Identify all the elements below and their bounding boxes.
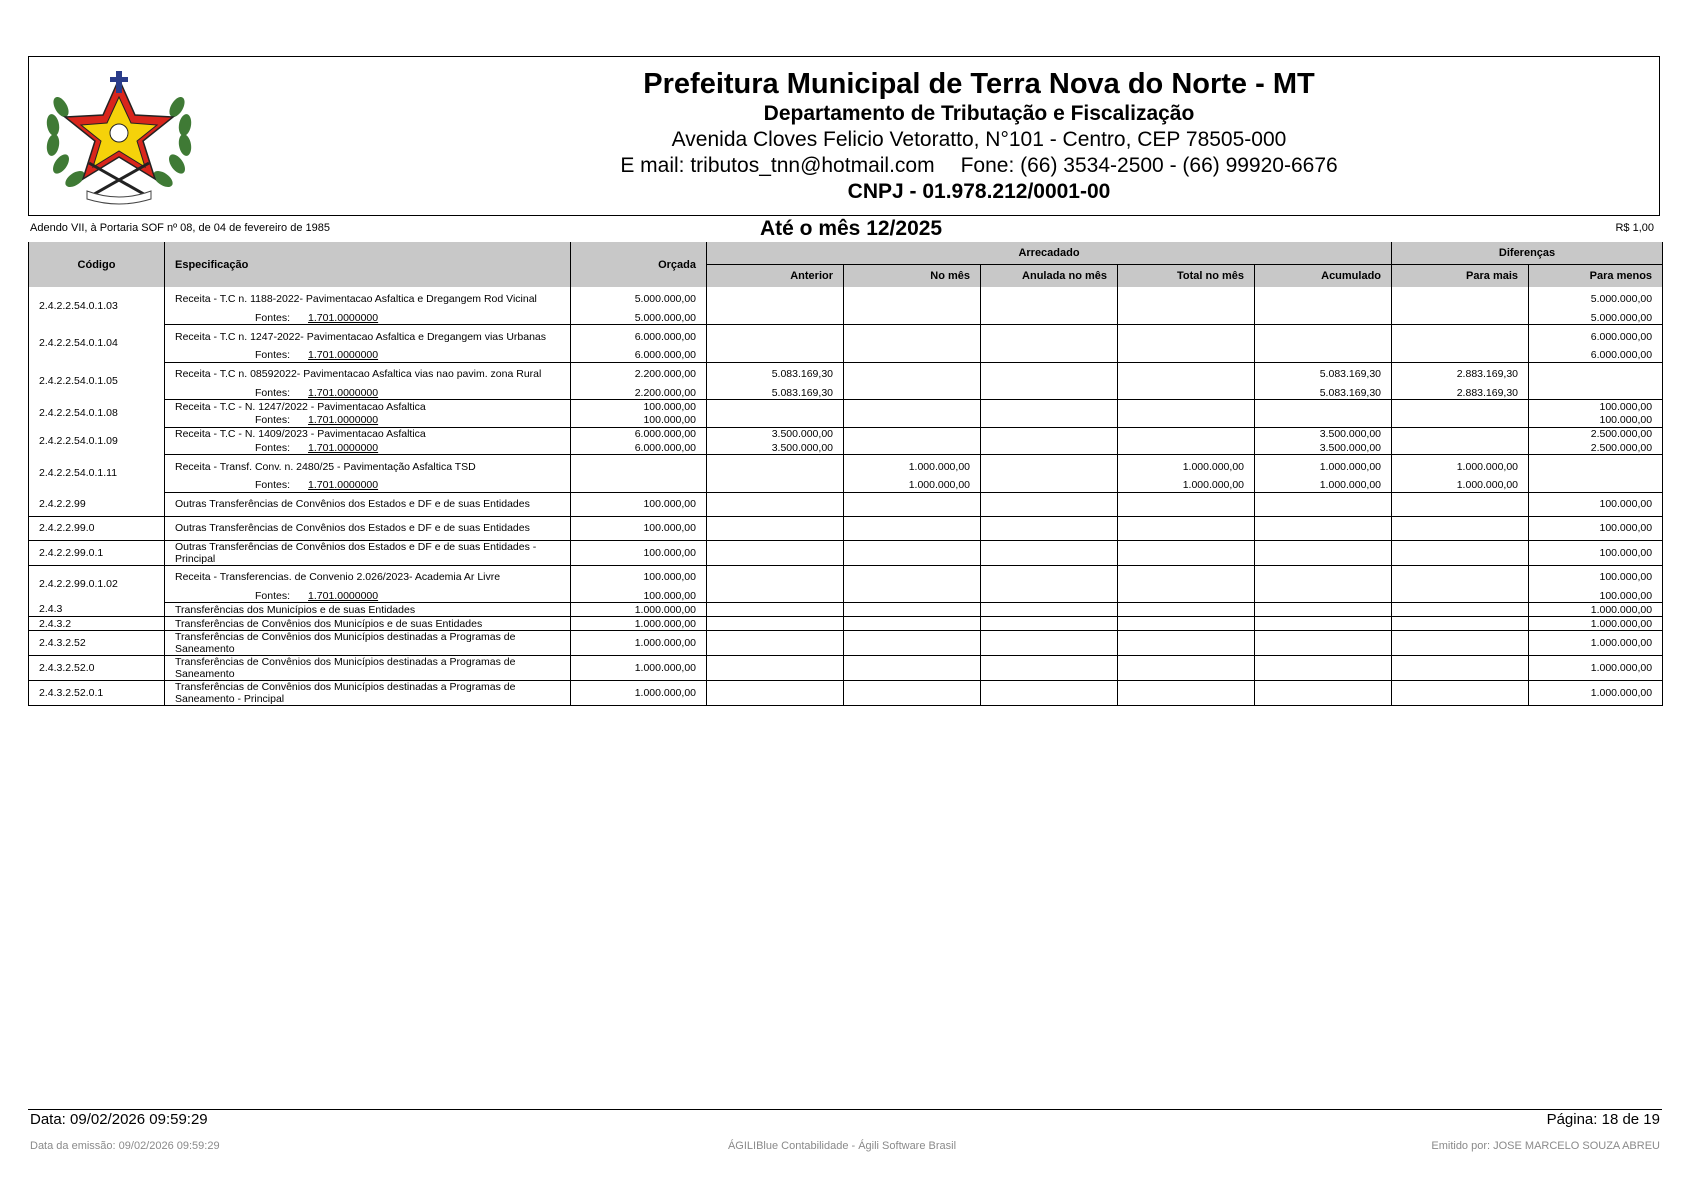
cell-para-menos: 100.000,00 — [1529, 400, 1663, 414]
fonte-cell-para-menos: 6.000.000,00 — [1529, 349, 1663, 363]
header-text — [329, 67, 1629, 205]
fonte-cell-acumulado: 3.500.000,00 — [1255, 441, 1392, 455]
cell-no-mes — [844, 400, 981, 414]
fonte-row — [29, 311, 1663, 325]
fonte-cell-para-menos: 100.000,00 — [1529, 414, 1663, 428]
fonte-cell — [165, 414, 571, 428]
cell-anulada — [981, 565, 1118, 589]
cell-anulada — [981, 325, 1118, 349]
cell-anterior: 5.083.169,30 — [707, 362, 844, 386]
fonte-cell — [165, 589, 571, 603]
row-specification: Receita - T.C n. 1247-2022- Pavimentacao Asfaltica e Dregangem vias Urbanas — [165, 325, 571, 349]
cell-para-menos: 1.000.000,00 — [1529, 617, 1663, 631]
cell-orcada: 100.000,00 — [571, 540, 707, 565]
fonte-cell-no-mes — [844, 414, 981, 428]
cell-anterior — [707, 540, 844, 565]
cell-acumulado — [1255, 400, 1392, 414]
cell-total-mes — [1118, 325, 1255, 349]
fonte-row — [29, 479, 1663, 493]
table-row — [29, 565, 1663, 589]
fonte-row — [29, 441, 1663, 455]
cell-para-menos: 2.500.000,00 — [1529, 427, 1663, 441]
cell-no-mes — [844, 617, 981, 631]
cell-anulada — [981, 492, 1118, 516]
cell-para-mais — [1392, 325, 1529, 349]
fonte-cell-total-mes: 1.000.000,00 — [1118, 479, 1255, 493]
row-specification: Outras Transferências de Convênios dos Estados e DF e de suas Entidades - Principal — [165, 540, 571, 565]
fonte-code: 1.701.0000000 — [308, 414, 379, 426]
cell-anterior — [707, 325, 844, 349]
fonte-cell-anterior: 5.083.169,30 — [707, 386, 844, 400]
phone-text: Fone: (66) 3534-2500 - (66) 99920-6676 — [960, 154, 1338, 177]
fonte-cell-no-mes — [844, 349, 981, 363]
revenue-table — [28, 242, 1663, 706]
fonte-cell-anterior — [707, 589, 844, 603]
fontes-label: Fontes: — [255, 349, 291, 361]
row-specification: Outras Transferências de Convênios dos Estados e DF e de suas Entidades — [165, 492, 571, 516]
cell-para-mais — [1392, 427, 1529, 441]
col-para-menos: Para menos — [1529, 265, 1663, 288]
cell-para-mais — [1392, 540, 1529, 565]
row-specification: Transferências de Convênios dos Municípios destinadas a Programas de Saneamento — [165, 631, 571, 656]
fonte-cell-total-mes — [1118, 589, 1255, 603]
row-specification: Receita - T.C n. 08592022- Pavimentacao Asfaltica vias nao pavim. zona Rural — [165, 362, 571, 386]
fonte-code: 1.701.0000000 — [308, 479, 379, 491]
col-anterior: Anterior — [707, 265, 844, 288]
cell-anulada — [981, 656, 1118, 681]
cell-para-menos: 1.000.000,00 — [1529, 681, 1663, 706]
cell-anterior — [707, 631, 844, 656]
row-code: 2.4.3.2.52.0.1 — [29, 681, 165, 706]
fonte-cell-acumulado — [1255, 311, 1392, 325]
footer-date: Data: 09/02/2026 09:59:29 — [30, 1111, 208, 1128]
row-code: 2.4.2.2.54.0.1.05 — [29, 362, 165, 400]
fonte-cell-anulada — [981, 311, 1118, 325]
row-specification: Receita - Transferencias. de Convenio 2.026/2023- Academia Ar Livre — [165, 565, 571, 589]
cell-anulada — [981, 400, 1118, 414]
fonte-row — [29, 414, 1663, 428]
fonte-cell-orcada: 100.000,00 — [571, 414, 707, 428]
fonte-cell-anulada — [981, 441, 1118, 455]
cell-para-mais — [1392, 287, 1529, 311]
cell-total-mes — [1118, 617, 1255, 631]
cell-para-menos: 100.000,00 — [1529, 492, 1663, 516]
cell-para-mais — [1392, 631, 1529, 656]
cell-anterior — [707, 492, 844, 516]
cell-total-mes — [1118, 631, 1255, 656]
fonte-cell-para-mais — [1392, 311, 1529, 325]
fonte-cell-anterior — [707, 479, 844, 493]
fonte-cell-orcada: 6.000.000,00 — [571, 441, 707, 455]
cell-anulada — [981, 455, 1118, 479]
fonte-cell-anulada — [981, 349, 1118, 363]
row-code: 2.4.3.2 — [29, 617, 165, 631]
col-especificacao: Especificação — [165, 242, 571, 287]
cell-no-mes — [844, 603, 981, 617]
cell-anterior — [707, 400, 844, 414]
fonte-cell-acumulado: 5.083.169,30 — [1255, 386, 1392, 400]
legal-reference: Adendo VII, à Portaria SOF nº 08, de 04 de fevereiro de 1985 — [30, 222, 330, 234]
table-row — [29, 656, 1663, 681]
fonte-row — [29, 386, 1663, 400]
row-specification: Transferências de Convênios dos Municípios destinadas a Programas de Saneamento — [165, 656, 571, 681]
row-code: 2.4.2.2.99.0.1 — [29, 540, 165, 565]
cell-orcada: 6.000.000,00 — [571, 427, 707, 441]
table-row — [29, 516, 1663, 540]
cell-total-mes — [1118, 565, 1255, 589]
row-code: 2.4.2.2.54.0.1.04 — [29, 325, 165, 363]
cell-no-mes — [844, 427, 981, 441]
col-anulada: Anulada no mês — [981, 265, 1118, 288]
fonte-cell-no-mes: 1.000.000,00 — [844, 479, 981, 493]
fonte-code: 1.701.0000000 — [308, 589, 379, 602]
col-codigo: Código — [29, 242, 165, 287]
cell-no-mes — [844, 492, 981, 516]
table-row — [29, 287, 1663, 311]
cell-orcada: 100.000,00 — [571, 400, 707, 414]
cell-acumulado: 1.000.000,00 — [1255, 455, 1392, 479]
cell-anterior — [707, 516, 844, 540]
cell-para-menos: 1.000.000,00 — [1529, 656, 1663, 681]
fonte-row — [29, 349, 1663, 363]
row-code: 2.4.2.2.54.0.1.08 — [29, 400, 165, 428]
row-specification: Transferências dos Municípios e de suas Entidades — [165, 603, 571, 617]
col-group-diferencas: Diferenças — [1392, 242, 1663, 265]
fontes-label: Fontes: — [255, 441, 291, 454]
cell-acumulado — [1255, 631, 1392, 656]
cell-anterior — [707, 681, 844, 706]
period-title: Até o mês 12/2025 — [760, 217, 943, 240]
cell-anterior — [707, 455, 844, 479]
cell-acumulado — [1255, 516, 1392, 540]
fontes-label: Fontes: — [255, 386, 291, 399]
cell-no-mes — [844, 681, 981, 706]
cell-para-mais — [1392, 516, 1529, 540]
row-code: 2.4.2.2.99.0 — [29, 516, 165, 540]
cell-total-mes: 1.000.000,00 — [1118, 455, 1255, 479]
email-text: E mail: tributos_tnn@hotmail.com — [620, 154, 935, 177]
cell-orcada: 100.000,00 — [571, 492, 707, 516]
cell-total-mes — [1118, 492, 1255, 516]
fonte-cell-anterior — [707, 349, 844, 363]
cell-acumulado — [1255, 287, 1392, 311]
cell-total-mes — [1118, 362, 1255, 386]
fonte-cell-acumulado: 1.000.000,00 — [1255, 479, 1392, 493]
fontes-label: Fontes: — [255, 414, 291, 426]
cell-anulada — [981, 287, 1118, 311]
cell-anulada — [981, 617, 1118, 631]
col-group-arrecadado: Arrecadado — [707, 242, 1392, 265]
cell-total-mes — [1118, 540, 1255, 565]
emission-date: Data da emissão: 09/02/2026 09:59:29 — [30, 1140, 220, 1152]
cell-anterior — [707, 617, 844, 631]
cell-para-menos: 1.000.000,00 — [1529, 603, 1663, 617]
cell-acumulado — [1255, 603, 1392, 617]
cell-acumulado: 3.500.000,00 — [1255, 427, 1392, 441]
department-name: Departamento de Tributação e Fiscalização — [763, 102, 1195, 125]
fonte-cell-para-menos: 5.000.000,00 — [1529, 311, 1663, 325]
fonte-cell-no-mes — [844, 589, 981, 603]
footer-divider — [28, 1109, 1662, 1110]
cell-para-menos — [1529, 362, 1663, 386]
cell-anterior — [707, 287, 844, 311]
row-code: 2.4.3.2.52 — [29, 631, 165, 656]
cell-total-mes — [1118, 287, 1255, 311]
fonte-cell-anterior — [707, 414, 844, 428]
col-total-mes: Total no mês — [1118, 265, 1255, 288]
cell-para-menos: 1.000.000,00 — [1529, 631, 1663, 656]
cell-anulada — [981, 362, 1118, 386]
fonte-cell-para-menos — [1529, 479, 1663, 493]
cell-orcada: 1.000.000,00 — [571, 681, 707, 706]
col-acumulado: Acumulado — [1255, 265, 1392, 288]
header-box — [28, 56, 1660, 216]
cell-total-mes — [1118, 516, 1255, 540]
cell-no-mes — [844, 540, 981, 565]
table-row — [29, 325, 1663, 349]
municipal-crest-icon — [39, 67, 199, 207]
row-code: 2.4.2.2.54.0.1.11 — [29, 455, 165, 493]
cell-anterior — [707, 656, 844, 681]
contact-line — [329, 153, 1629, 179]
fontes-label: Fontes: — [255, 311, 291, 324]
cell-orcada: 1.000.000,00 — [571, 631, 707, 656]
emitted-by: Emitido por: JOSE MARCELO SOUZA ABREU — [1431, 1140, 1660, 1152]
fonte-cell-para-menos — [1529, 386, 1663, 400]
fonte-cell-para-mais — [1392, 441, 1529, 455]
fonte-cell-orcada: 5.000.000,00 — [571, 311, 707, 325]
row-code: 2.4.3 — [29, 603, 165, 617]
fonte-cell — [165, 441, 571, 455]
table-row — [29, 617, 1663, 631]
cell-total-mes — [1118, 681, 1255, 706]
fonte-cell-orcada: 100.000,00 — [571, 589, 707, 603]
cell-anulada — [981, 631, 1118, 656]
cell-anulada — [981, 427, 1118, 441]
fonte-cell-anulada — [981, 386, 1118, 400]
cell-acumulado — [1255, 325, 1392, 349]
cell-orcada: 6.000.000,00 — [571, 325, 707, 349]
row-code: 2.4.2.2.99 — [29, 492, 165, 516]
cell-para-mais — [1392, 656, 1529, 681]
cell-no-mes — [844, 565, 981, 589]
fonte-cell-para-mais: 1.000.000,00 — [1392, 479, 1529, 493]
cell-orcada — [571, 455, 707, 479]
fonte-cell-para-mais — [1392, 414, 1529, 428]
table-row — [29, 400, 1663, 414]
cell-no-mes — [844, 287, 981, 311]
fonte-code: 1.701.0000000 — [308, 386, 379, 399]
cell-anulada — [981, 516, 1118, 540]
cell-acumulado — [1255, 540, 1392, 565]
cell-orcada: 1.000.000,00 — [571, 656, 707, 681]
col-para-mais: Para mais — [1392, 265, 1529, 288]
cell-acumulado — [1255, 565, 1392, 589]
cell-para-menos: 100.000,00 — [1529, 565, 1663, 589]
col-orcada: Orçada — [571, 242, 707, 287]
cell-para-mais — [1392, 492, 1529, 516]
cell-no-mes — [844, 516, 981, 540]
row-code: 2.4.3.2.52.0 — [29, 656, 165, 681]
cell-no-mes — [844, 656, 981, 681]
cell-para-menos: 6.000.000,00 — [1529, 325, 1663, 349]
cell-orcada: 2.200.000,00 — [571, 362, 707, 386]
fonte-cell-total-mes — [1118, 349, 1255, 363]
fonte-code: 1.701.0000000 — [308, 441, 379, 454]
row-code: 2.4.2.2.54.0.1.09 — [29, 427, 165, 455]
fonte-cell-para-mais — [1392, 589, 1529, 603]
currency-unit: R$ 1,00 — [1615, 222, 1654, 234]
cell-para-mais — [1392, 400, 1529, 414]
cell-orcada: 100.000,00 — [571, 516, 707, 540]
table-body — [29, 287, 1663, 706]
cell-no-mes: 1.000.000,00 — [844, 455, 981, 479]
address: Avenida Cloves Felicio Vetoratto, N°101 - Centro, CEP 78505-000 — [671, 128, 1287, 151]
fonte-cell-acumulado — [1255, 414, 1392, 428]
fonte-cell-orcada — [571, 479, 707, 493]
cell-para-mais — [1392, 617, 1529, 631]
fonte-cell — [165, 386, 571, 400]
fonte-cell-anulada — [981, 589, 1118, 603]
table-row — [29, 540, 1663, 565]
table-row — [29, 631, 1663, 656]
fonte-code: 1.701.0000000 — [308, 311, 379, 324]
col-no-mes: No mês — [844, 265, 981, 288]
fonte-cell-anulada — [981, 479, 1118, 493]
page-number: Página: 18 de 19 — [1546, 1111, 1660, 1128]
table-row — [29, 362, 1663, 386]
cell-anulada — [981, 603, 1118, 617]
cell-no-mes — [844, 631, 981, 656]
row-specification: Receita - Transf. Conv. n. 2480/25 - Pavimentação Asfaltica TSD — [165, 455, 571, 479]
cell-no-mes — [844, 325, 981, 349]
fonte-cell-total-mes — [1118, 441, 1255, 455]
cell-para-mais: 2.883.169,30 — [1392, 362, 1529, 386]
cell-anterior: 3.500.000,00 — [707, 427, 844, 441]
fonte-cell-anterior: 3.500.000,00 — [707, 441, 844, 455]
table-row — [29, 427, 1663, 441]
cell-para-mais — [1392, 565, 1529, 589]
fontes-label: Fontes: — [255, 479, 291, 491]
row-specification: Transferências de Convênios dos Municípios destinadas a Programas de Saneamento - Principal — [165, 681, 571, 706]
row-specification: Outras Transferências de Convênios dos Estados e DF e de suas Entidades — [165, 516, 571, 540]
table-row — [29, 492, 1663, 516]
cell-total-mes — [1118, 400, 1255, 414]
row-code: 2.4.2.2.99.0.1.02 — [29, 565, 165, 603]
table-row — [29, 681, 1663, 706]
fonte-cell-orcada: 2.200.000,00 — [571, 386, 707, 400]
cell-orcada: 1.000.000,00 — [571, 603, 707, 617]
cell-para-menos: 100.000,00 — [1529, 516, 1663, 540]
fonte-cell-para-mais: 2.883.169,30 — [1392, 386, 1529, 400]
system-name: ÁGILIBlue Contabilidade - Ágili Software Brasil — [727, 1140, 957, 1152]
cell-anulada — [981, 540, 1118, 565]
row-code: 2.4.2.2.54.0.1.03 — [29, 287, 165, 325]
fonte-cell — [165, 311, 571, 325]
fonte-cell-anulada — [981, 414, 1118, 428]
cell-para-mais: 1.000.000,00 — [1392, 455, 1529, 479]
fonte-cell — [165, 349, 571, 363]
fonte-cell-para-menos: 2.500.000,00 — [1529, 441, 1663, 455]
row-specification: Transferências de Convênios dos Municípios e de suas Entidades — [165, 617, 571, 631]
fonte-cell-para-mais — [1392, 349, 1529, 363]
fonte-cell-total-mes — [1118, 311, 1255, 325]
page-title: Prefeitura Municipal de Terra Nova do Norte - MT — [643, 68, 1315, 100]
cell-total-mes — [1118, 656, 1255, 681]
table-row — [29, 455, 1663, 479]
table-row — [29, 603, 1663, 617]
cell-acumulado: 5.083.169,30 — [1255, 362, 1392, 386]
cell-para-menos: 100.000,00 — [1529, 540, 1663, 565]
fontes-label: Fontes: — [255, 589, 291, 602]
fonte-code: 1.701.0000000 — [308, 349, 379, 361]
cell-acumulado — [1255, 681, 1392, 706]
fonte-cell-no-mes — [844, 386, 981, 400]
cell-anulada — [981, 681, 1118, 706]
fonte-cell-total-mes — [1118, 386, 1255, 400]
cell-orcada: 100.000,00 — [571, 565, 707, 589]
cell-total-mes — [1118, 427, 1255, 441]
row-specification: Receita - T.C n. 1188-2022- Pavimentacao Asfaltica e Dregangem Rod Vicinal — [165, 287, 571, 311]
cell-para-menos — [1529, 455, 1663, 479]
cell-para-menos: 5.000.000,00 — [1529, 287, 1663, 311]
fonte-row — [29, 589, 1663, 603]
fonte-cell-acumulado — [1255, 349, 1392, 363]
fonte-cell-anterior — [707, 311, 844, 325]
cell-orcada: 5.000.000,00 — [571, 287, 707, 311]
cell-anterior — [707, 565, 844, 589]
cell-acumulado — [1255, 617, 1392, 631]
row-specification: Receita - T.C - N. 1247/2022 - Pavimentacao Asfaltica — [165, 400, 571, 414]
cnpj: CNPJ - 01.978.212/0001-00 — [847, 180, 1111, 203]
cell-para-mais — [1392, 603, 1529, 617]
cell-para-mais — [1392, 681, 1529, 706]
fonte-cell — [165, 479, 571, 493]
cell-acumulado — [1255, 656, 1392, 681]
cell-orcada: 1.000.000,00 — [571, 617, 707, 631]
cell-total-mes — [1118, 603, 1255, 617]
fonte-cell-para-menos: 100.000,00 — [1529, 589, 1663, 603]
cell-anterior — [707, 603, 844, 617]
fonte-cell-no-mes — [844, 311, 981, 325]
cell-acumulado — [1255, 492, 1392, 516]
cell-no-mes — [844, 362, 981, 386]
fonte-cell-acumulado — [1255, 589, 1392, 603]
row-specification: Receita - T.C - N. 1409/2023 - Pavimentacao Asfaltica — [165, 427, 571, 441]
fonte-cell-orcada: 6.000.000,00 — [571, 349, 707, 363]
fonte-cell-total-mes — [1118, 414, 1255, 428]
fonte-cell-no-mes — [844, 441, 981, 455]
